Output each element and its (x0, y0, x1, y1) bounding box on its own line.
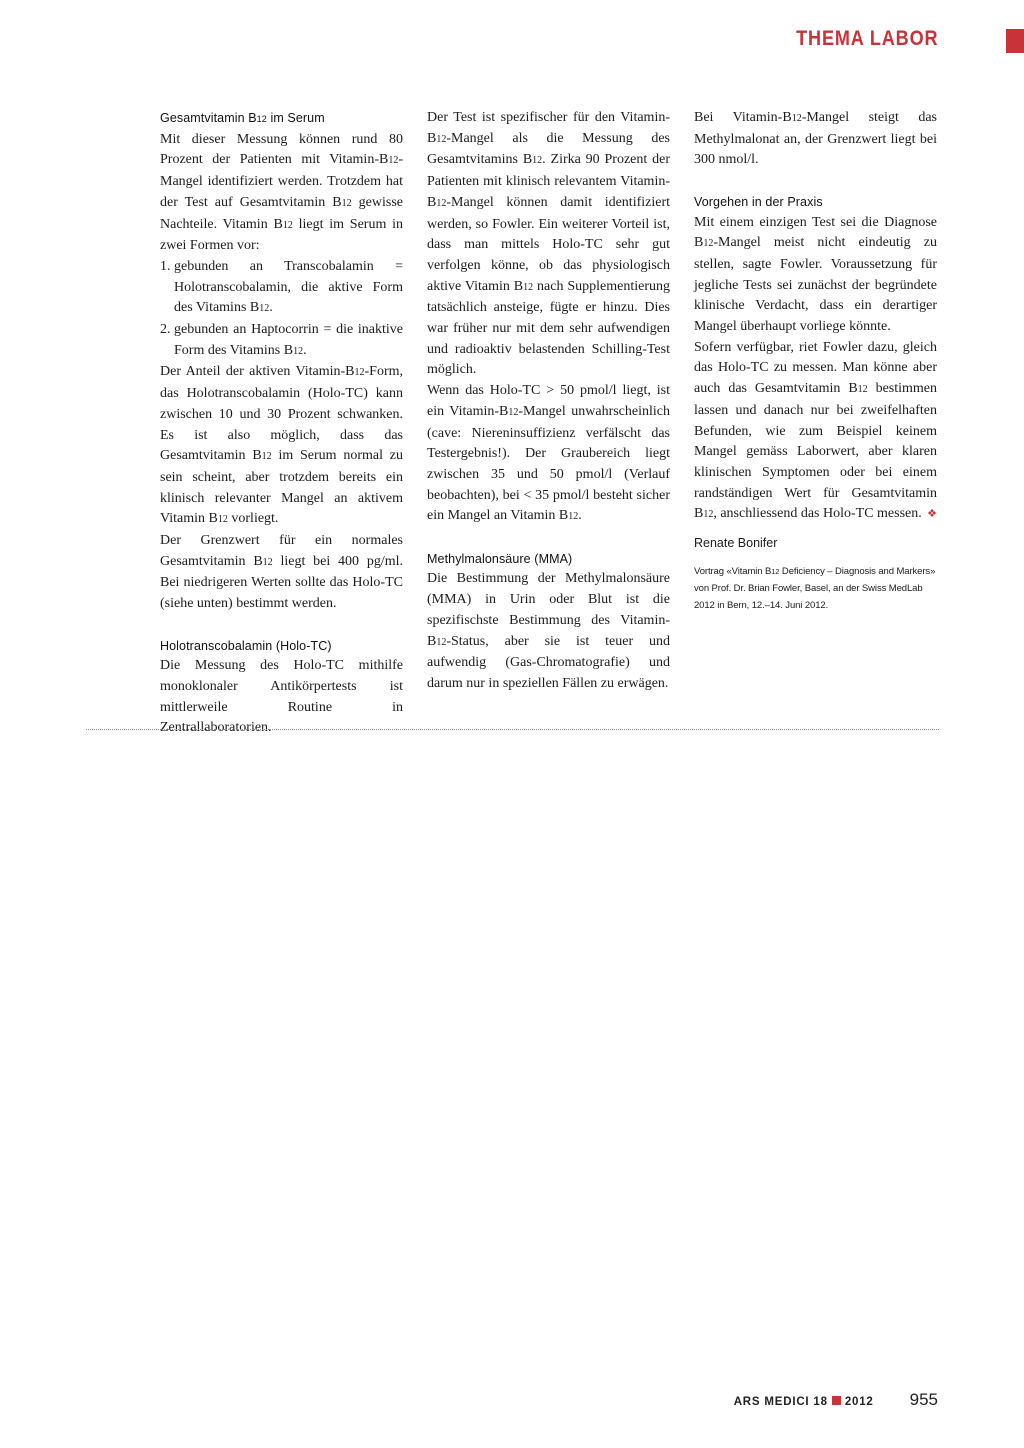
author-name: Renate Bonifer (694, 536, 778, 551)
footer-square-icon (832, 1396, 841, 1405)
paragraph: Der Test ist spezifischer für den Vitamin-B12-Mangel als die Messung des Gesamtvitamins B12. Zirka 90 Prozent der Patienten mit klinisch relevantem Vitamin-B12-Mangel können damit identifiziert werden, so Fowler. Ein weiterer Vorteil ist, dass man mittels Holo-TC sehr gut verfolgen könne, ob das physiologisch aktive Vitamin B12 nach Supplementierung tatsächlich ansteige, fügte er hinzu. Dies war früher nur mit dem sehr aufwendigen und radioaktiv belastenden Schilling-Test möglich. (427, 110, 670, 378)
page-footer (734, 1390, 938, 1410)
paragraph: Mit dieser Messung können rund 80 Prozent der Patienten mit Vitamin-B12-Mangel identifiziert werden. Trotzdem hat der Test auf Gesamtvitamin B12 gewisse Nachteile. Vitamin B12 liegt im Serum in zwei Formen vor: (160, 131, 403, 254)
heading-vorgehen: Vorgehen in der Praxis (694, 194, 823, 209)
paragraph: Mit einem einzigen Test sei die Diagnose B12-Mangel meist nicht eindeutig zu stellen, sagte Fowler. Voraussetzung für jegliche Tests sei zunächst der begründete klinische Verdacht, dass ein derartiger Mangel überhaupt vorliege könnte. (694, 214, 937, 335)
journal-year: 2012 (844, 1396, 874, 1408)
paragraph: Die Messung des Holo-TC mithilfe monoklonaler Antikörpertests ist mittlerweile Routine in Zentrallaboratorien. (160, 658, 403, 736)
section-marker (1006, 29, 1024, 53)
text-column-2 (427, 108, 670, 695)
heading-gesamtvitamin: Gesamtvitamin B12 im Serum (160, 111, 325, 125)
text-column-3 (694, 108, 937, 614)
section-title: THEMA LABOR (795, 27, 938, 50)
paragraph: Bei Vitamin-B12-Mangel steigt das Methylmalonat an, der Grenzwert liegt bei 300 nmol/l. (694, 110, 938, 168)
page-number: 955 (909, 1390, 938, 1409)
paragraph: Der Grenzwert für ein normales Gesamtvitamin B12 liegt bei 400 pg/ml. Bei niedrigeren Werten sollte das Holo-TC (siehe unten) bestimmt werden. (160, 533, 403, 612)
paragraph: Wenn das Holo-TC > 50 pmol/l liegt, ist ein Vitamin-B12-Mangel unwahrscheinlich (cave: Niereninsuffizienz verfälscht das Testergebnis!). Der Graubereich liegt zwischen 35 und 50 pmol/l (Verlauf beobachten), bei < 35 pmol/l besteht sicher ein Mangel an Vitamin B12. (427, 383, 670, 524)
paragraph: Sofern verfügbar, riet Fowler dazu, gleich das Holo-TC zu messen. Man könne aber auch das Gesamtvitamin B12 bestimmen lassen und danach nur bei zweifelhaften Befunden, wie zum Beispiel keinem Mangel gemäss Laborwert, aber klaren klinischen Symptomen oder bei einem randständigen Wert für Gesamtvitamin B12, anschliessend das Holo-TC messen. ❖ (694, 338, 937, 526)
list-item: 1. gebunden an Transcobalamin = Holotranscobalamin, die aktive Form des Vitamins B12. (160, 258, 403, 316)
paragraph: Der Anteil der aktiven Vitamin-B12-Form, das Holotranscobalamin (Holo-TC) kann zwischen 10 und 30 Prozent schwanken. Es ist also möglich, dass das Gesamtvitamin B12 im Serum normal zu sein scheint, aber trotzdem bereits ein klinisch relevanter Mangel an aktivem Vitamin B12 vorliegt. (160, 364, 403, 527)
journal-name: ARS MEDICI 18 (733, 1396, 828, 1408)
text-column-1 (160, 108, 403, 739)
source-note: Vortrag «Vitamin B12 Deficiency – Diagnosis and Markers» von Prof. Dr. Brian Fowler, Basel, an der Swiss MedLab 2012 in Bern, 12.–14. Juni 2012. (694, 565, 936, 611)
paragraph: Die Bestimmung der Methylmalonsäure (MMA) in Urin oder Blut ist die spezifischste Bestimmung des Vitamin-B12-Status, aber sie ist teuer und aufwendig (Gas-Chromatografie) und darum nur in speziellen Fällen zu erwägen. (427, 571, 670, 691)
dotted-divider (86, 729, 939, 730)
end-of-article-icon: ❖ (927, 508, 937, 521)
heading-holotranscobalamin: Holotranscobalamin (Holo-TC) (160, 638, 332, 653)
heading-methylmalonsaeure: Methylmalonsäure (MMA) (427, 551, 573, 566)
list-item: 2. gebunden an Haptocorrin = die inaktive Form des Vitamins B12. (160, 322, 403, 358)
